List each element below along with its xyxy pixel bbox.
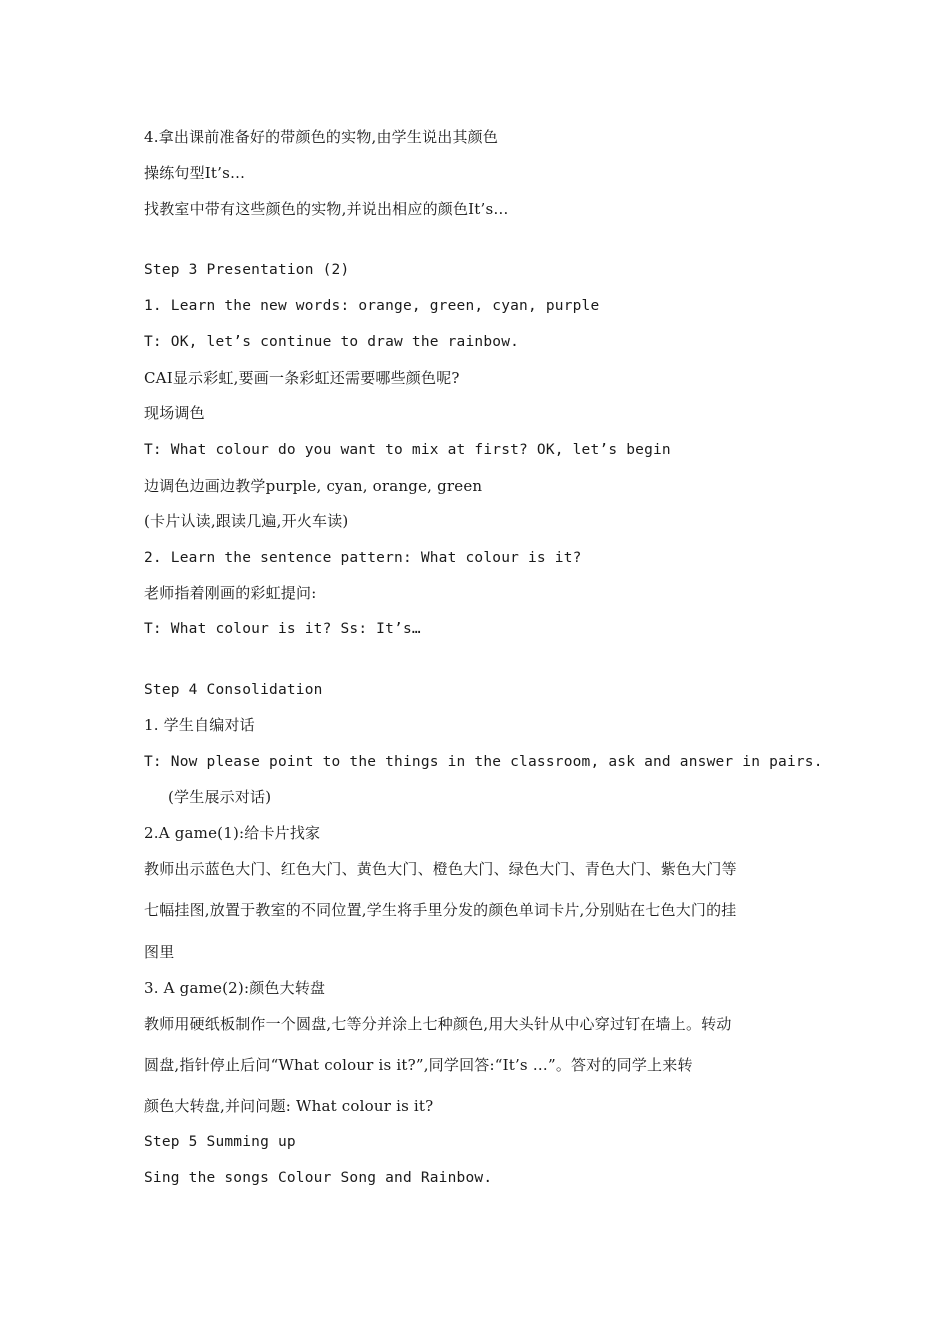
teacher-line-rainbow: T: OK, let’s continue to draw the rainbow. <box>144 334 520 350</box>
game2-description-line-3: 颜色大转盘,并问问题: What colour is it? <box>144 1097 434 1115</box>
step3-item-1: 1. Learn the new words: orange, green, cyan, purple <box>144 298 600 314</box>
step4-heading: Step 4 Consolidation <box>144 682 323 698</box>
game1-description-line-3: 图里 <box>144 943 175 961</box>
card-reading-line: (卡片认读,跟读几遍,开火车读) <box>144 512 349 530</box>
game1-description-line-1: 教师出示蓝色大门、红色大门、黄色大门、橙色大门、绿色大门、青色大门、紫色大门等 <box>144 860 737 878</box>
step4-item-1: 1. 学生自编对话 <box>144 716 255 734</box>
game1-description-line-2: 七幅挂图,放置于教室的不同位置,学生将手里分发的颜色单词卡片,分别贴在七色大门的挂 <box>144 901 737 919</box>
drill-sentence-line: 操练句型It’s… <box>144 164 246 182</box>
game2-description-line-1: 教师用硬纸板制作一个圆盘,七等分并涂上七种颜色,用大头针从中心穿过钉在墙上。转动 <box>144 1015 732 1033</box>
step4-item-3: 3. A game(2):颜色大转盘 <box>144 979 326 997</box>
step3-item-2: 2. Learn the sentence pattern: What colour is it? <box>144 550 582 566</box>
teacher-question-line: T: What colour is it? Ss: It’s… <box>144 621 421 637</box>
teach-words-line: 边调色边画边教学purple, cyan, orange, green <box>144 477 483 495</box>
step2-item-4: 4.拿出课前准备好的带颜色的实物,由学生说出其颜色 <box>144 128 499 146</box>
find-objects-line: 找教室中带有这些颜色的实物,并说出相应的颜色It’s… <box>144 200 509 218</box>
step3-heading: Step 3 Presentation (2) <box>144 262 350 278</box>
game2-description-line-2: 圆盘,指针停止后问“What colour is it?”,同学回答:“It’s …”。答对的同学上来转 <box>144 1056 693 1074</box>
show-dialogue-line: (学生展示对话) <box>168 788 272 806</box>
step4-item-2: 2.A game(1):给卡片找家 <box>144 824 321 842</box>
teacher-line-mix: T: What colour do you want to mix at first? OK, let’s begin <box>144 442 671 458</box>
step5-heading: Step 5 Summing up <box>144 1134 296 1150</box>
teacher-line-pairs: T: Now please point to the things in the classroom, ask and answer in pairs. <box>144 754 823 770</box>
sing-songs-line: Sing the songs Colour Song and Rainbow. <box>144 1170 493 1186</box>
mix-colours-line: 现场调色 <box>144 404 205 422</box>
cai-line: CAI显示彩虹,要画一条彩虹还需要哪些颜色呢? <box>144 369 460 387</box>
teacher-asks-line: 老师指着刚画的彩虹提问: <box>144 584 317 602</box>
